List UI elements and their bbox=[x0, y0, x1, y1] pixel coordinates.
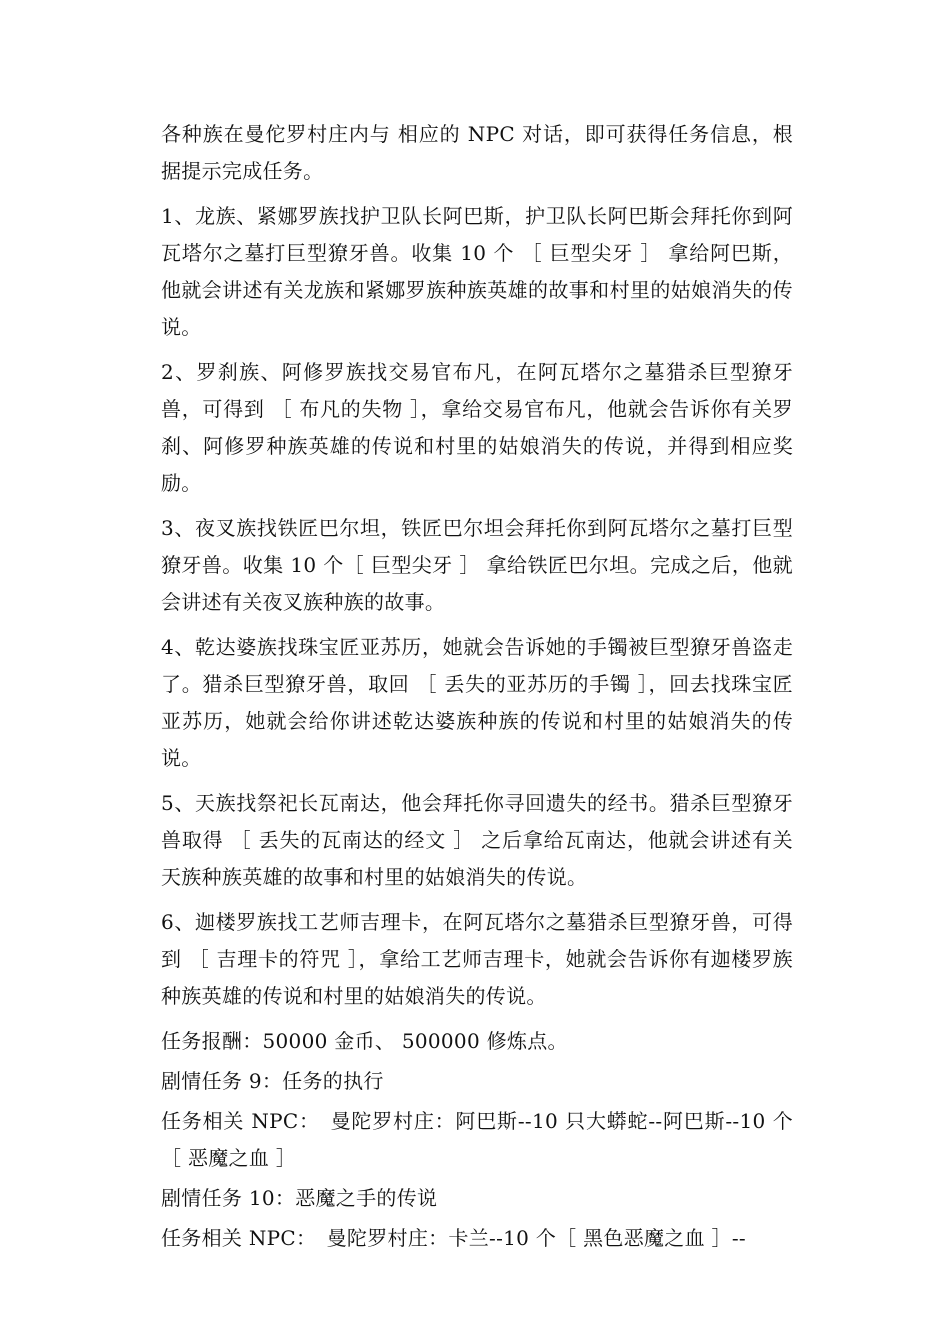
story-quest-10-npc: 任务相关 NPC： 曼陀罗村庄：卡兰--10 个［ 黑色恶魔之血 ］-- bbox=[161, 1226, 746, 1250]
intro-paragraph: 各种族在曼佗罗村庄内与 相应的 NPC 对话，即可获得任务信息，根据提示完成任务。 bbox=[161, 122, 793, 183]
quest-paragraph-rakshasa-asura: 2、罗刹族、阿修罗族找交易官布凡，在阿瓦塔尔之墓猎杀巨型獠牙兽，可得到 ［ 布凡的失物 ］，拿给交易官布凡，他就会告诉你有关罗刹、阿修罗种族英雄的传说和村里的姑娘消失的传说，并得到相应奖励。 bbox=[161, 360, 793, 495]
quest-paragraph-yaksha: 3、夜叉族找铁匠巴尔坦，铁匠巴尔坦会拜托你到阿瓦塔尔之墓打巨型獠牙兽。收集 10 个［ 巨型尖牙 ］ 拿给铁匠巴尔坦。完成之后，他就会讲述有关夜叉族种族的故事。 bbox=[161, 516, 793, 614]
quest-reward-line: 任务报酬：50000 金币、 500000 修炼点。 bbox=[161, 1029, 568, 1053]
story-quest-9-title: 剧情任务 9：任务的执行 bbox=[161, 1069, 384, 1093]
story-quest-10-title: 剧情任务 10：恶魔之手的传说 bbox=[161, 1186, 438, 1210]
document-page bbox=[161, 116, 793, 1260]
quest-paragraph-gandharva: 4、乾达婆族找珠宝匠亚苏历，她就会告诉她的手镯被巨型獠牙兽盗走了。猎杀巨型獠牙兽，取回 ［ 丢失的亚苏历的手镯 ］，回去找珠宝匠亚苏历，她就会给你讲述乾达婆族种族的传说和村里的姑娘消失的传说。 bbox=[161, 635, 793, 770]
quest-paragraph-deva: 5、天族找祭祀长瓦南达，他会拜托你寻回遗失的经书。猎杀巨型獠牙兽取得 ［ 丢失的瓦南达的经文 ］ 之后拿给瓦南达，他就会讲述有关天族种族英雄的故事和村里的姑娘消失的传说。 bbox=[161, 791, 793, 889]
story-quest-9-npc: 任务相关 NPC： 曼陀罗村庄：阿巴斯--10 只大蟒蛇--阿巴斯--10 个［ 恶魔之血 ］ bbox=[161, 1109, 793, 1170]
quest-paragraph-garuda: 6、迦楼罗族找工艺师吉理卡，在阿瓦塔尔之墓猎杀巨型獠牙兽，可得到 ［ 吉理卡的符咒 ］，拿给工艺师吉理卡，她就会告诉你有迦楼罗族种族英雄的传说和村里的姑娘消失的传说。 bbox=[161, 910, 793, 1008]
quest-paragraph-dragon-kinnara: 1、龙族、紧娜罗族找护卫队长阿巴斯，护卫队长阿巴斯会拜托你到阿瓦塔尔之墓打巨型獠牙兽。收集 10 个 ［ 巨型尖牙 ］ 拿给阿巴斯，他就会讲述有关龙族和紧娜罗族种族英雄的故事和村里的姑娘消失的传说。 bbox=[161, 204, 793, 339]
